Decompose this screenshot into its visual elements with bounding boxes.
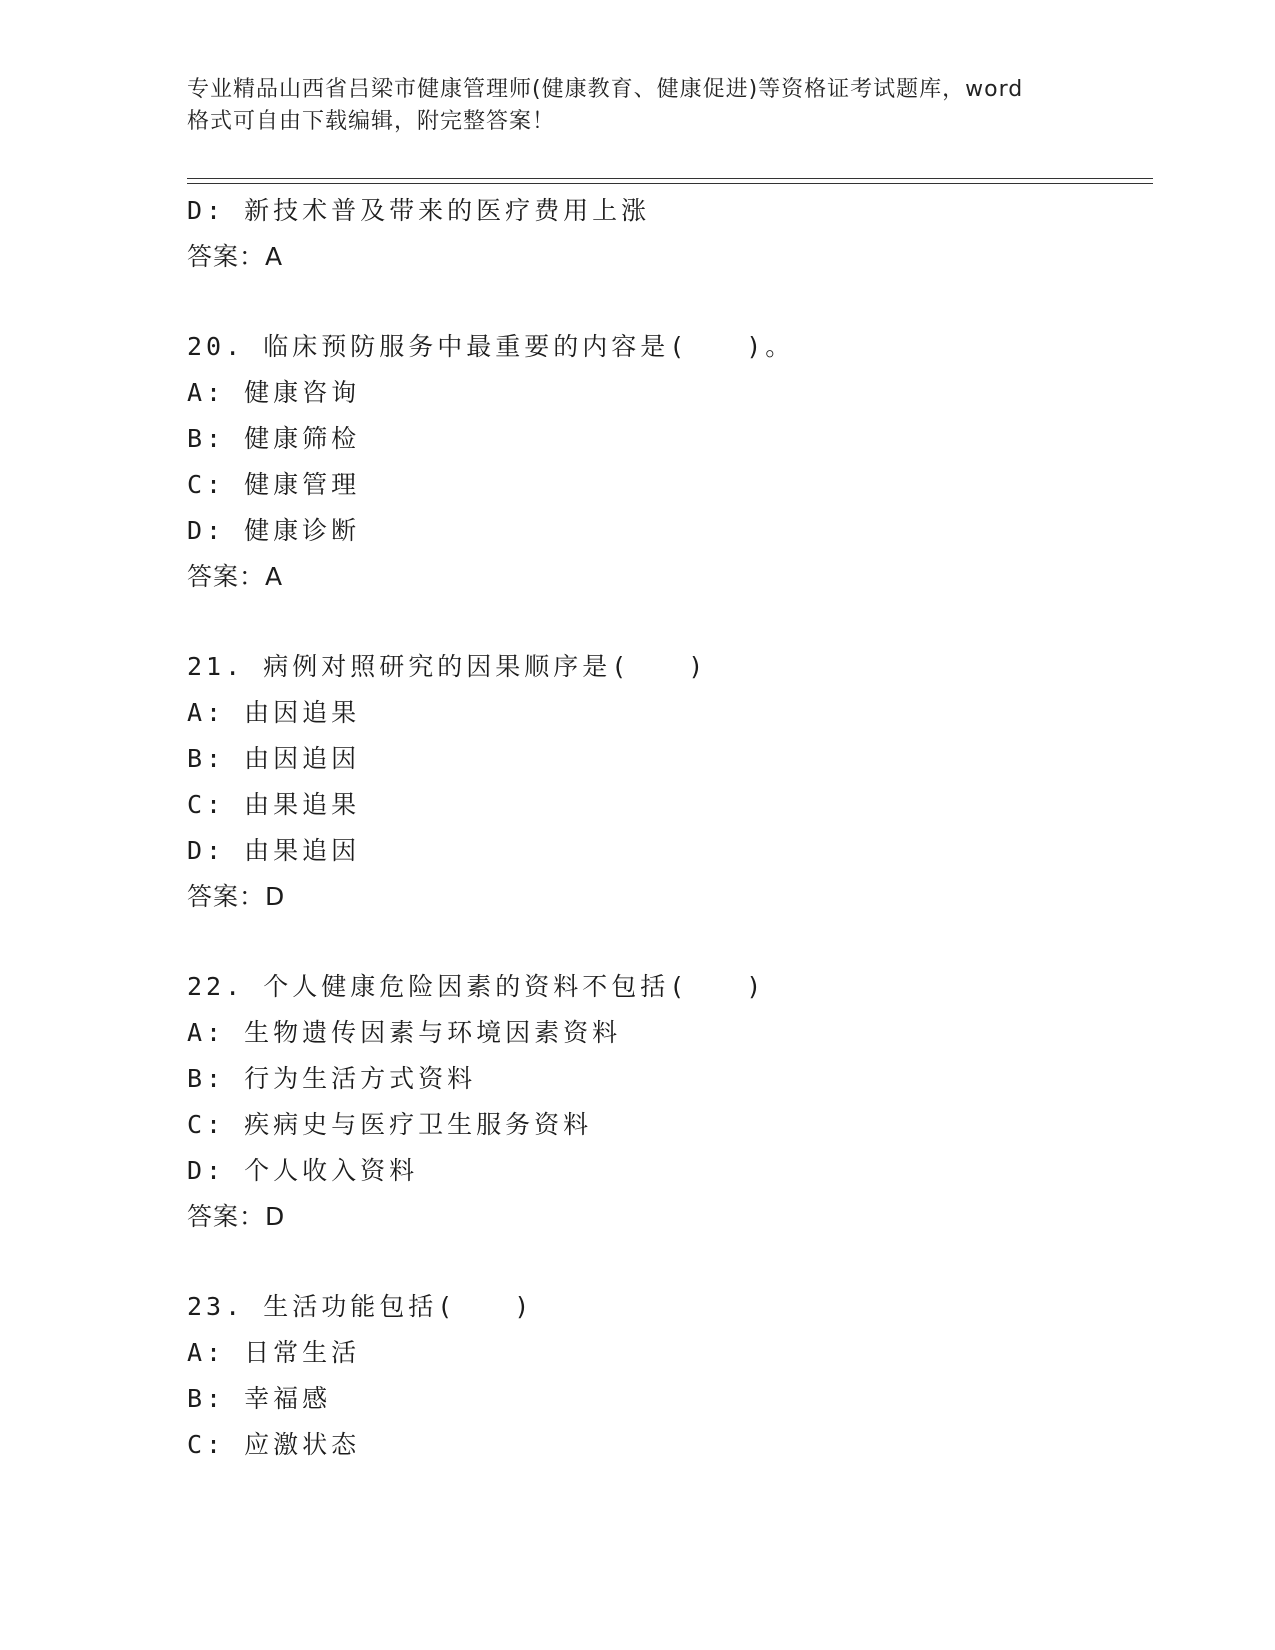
page-header: [187, 74, 1087, 138]
option-c: C: 由果追果: [187, 790, 361, 819]
question-20: [187, 324, 1147, 600]
spacer: [187, 1240, 1147, 1284]
option-d: D: 健康诊断: [187, 516, 361, 545]
option-a: A: 由因追果: [187, 698, 361, 727]
option-b: B: 由因追因: [187, 744, 361, 773]
option-a: A: 生物遗传因素与环境因素资料: [187, 1018, 622, 1047]
header-line-1: 专业精品山西省吕梁市健康管理师(健康教育、健康促进)等资格证考试题库，word: [187, 77, 1024, 102]
spacer: [187, 280, 1147, 324]
question-22: [187, 964, 1147, 1240]
question-list: [187, 188, 1147, 1468]
question-text: 23. 生活功能包括( ): [187, 1292, 534, 1321]
spacer: [187, 920, 1147, 964]
option-d: D: 个人收入资料: [187, 1156, 419, 1185]
answer: 答案：D: [187, 1202, 286, 1231]
answer: 答案：A: [187, 562, 284, 591]
option-a: A: 日常生活: [187, 1338, 361, 1367]
option-a: A: 健康咨询: [187, 378, 361, 407]
header-divider-top: [187, 178, 1153, 179]
answer: 答案：D: [187, 882, 286, 911]
option-b: B: 健康筛检: [187, 424, 361, 453]
option-d: D: 新技术普及带来的医疗费用上涨: [187, 196, 651, 225]
answer: 答案：A: [187, 242, 284, 271]
question-23: [187, 1284, 1147, 1468]
option-c: C: 健康管理: [187, 470, 361, 499]
header-divider-bottom: [187, 183, 1153, 184]
question-21: [187, 644, 1147, 920]
question-text: 20. 临床预防服务中最重要的内容是( )。: [187, 332, 795, 361]
option-c: C: 应激状态: [187, 1430, 361, 1459]
option-c: C: 疾病史与医疗卫生服务资料: [187, 1110, 593, 1139]
option-d: D: 由果追因: [187, 836, 361, 865]
option-b: B: 行为生活方式资料: [187, 1064, 477, 1093]
question-19: [187, 188, 1147, 280]
question-text: 21. 病例对照研究的因果顺序是( ): [187, 652, 708, 681]
option-b: B: 幸福感: [187, 1384, 332, 1413]
question-text: 22. 个人健康危险因素的资料不包括( ): [187, 972, 766, 1001]
spacer: [187, 600, 1147, 644]
header-line-2: 格式可自由下载编辑，附完整答案！: [187, 109, 556, 134]
